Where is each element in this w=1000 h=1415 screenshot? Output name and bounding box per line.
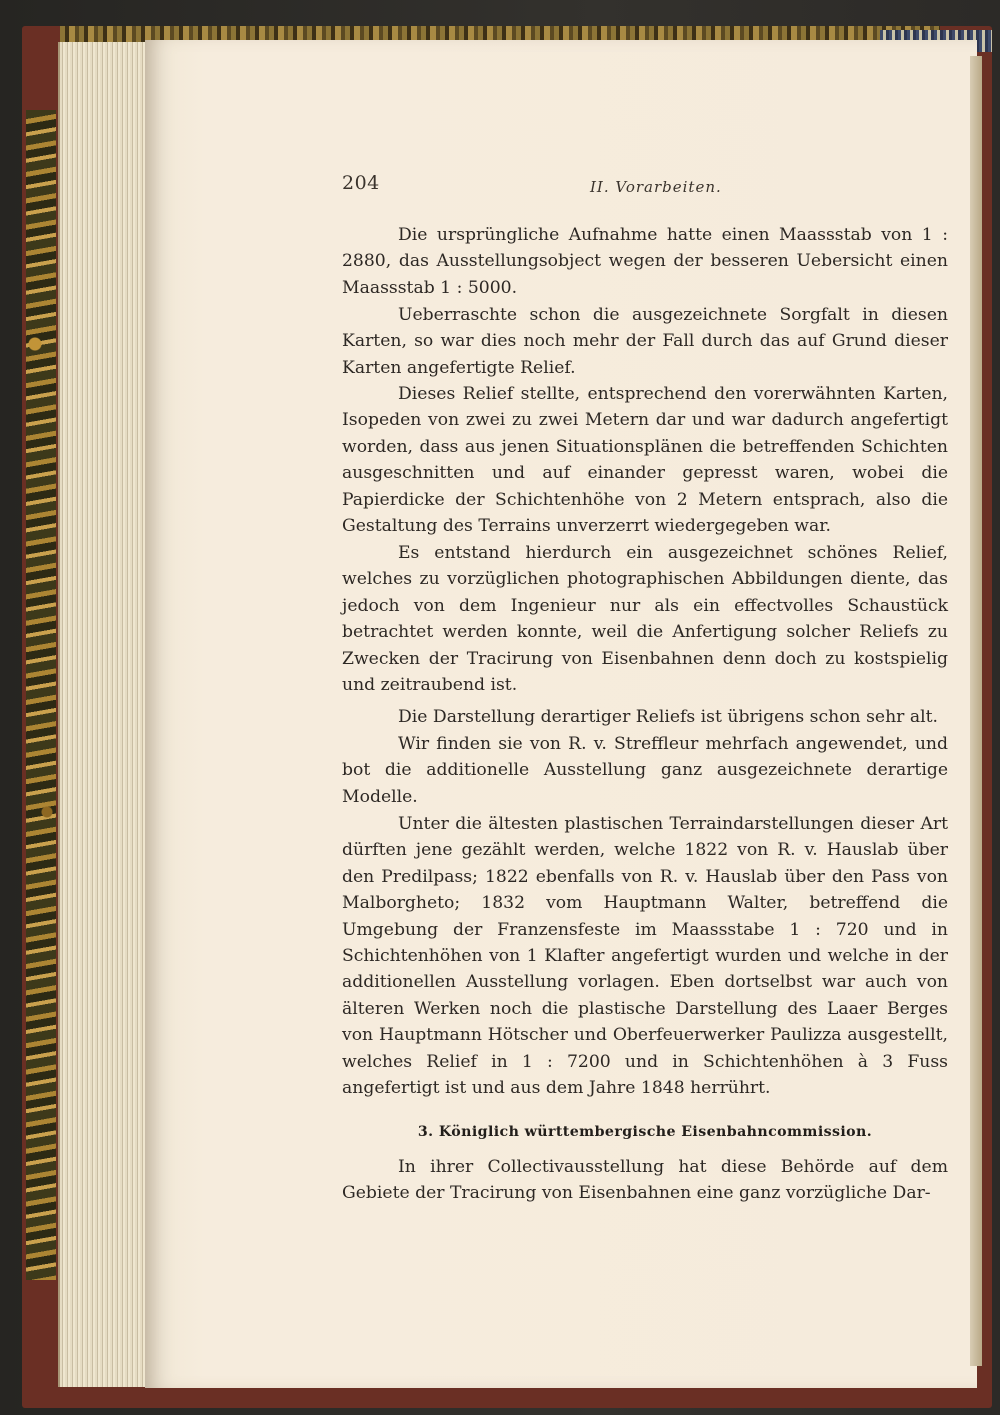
running-head xyxy=(342,172,948,202)
section-title: II. Vorarbeiten. xyxy=(590,178,722,196)
page-number: 204 xyxy=(342,172,380,194)
paragraph-7: Unter die ältesten plastischen Terraindarstellungen dieser Art dürften jene gezählt werden, welche 1822 von R. v. Hauslab über den Predilpass; 1822 ebenfalls von R. v. Hauslab über den Pass von Malborgheto; 1832 vom Hauptmann Walter, betreffend die Umgebung der Franzensfeste im Maassstabe 1 : 720 und in Schichtenhöhen von 1 Klafter angefertigt wurden und welche in der additionellen Ausstellung vorlagen. Eben dortselbst war auch von älteren Werken noch die plastische Darstellung des Laaer Berges von Hauptmann Hötscher und Oberfeuerwerker Paulizza ausgestellt, welches Relief in 1 : 7200 und in Schichtenhöhen à 3 Fuss angefertigt ist und aus dem Jahre 1848 herrührt. xyxy=(342,814,948,1099)
page-fore-edge xyxy=(970,56,982,1366)
paragraph-2: Ueberraschte schon die ausgezeichnete Sorgfalt in diesen Karten, so war dies noch mehr der Fall durch das auf Grund dieser Karten angefertigte Relief. xyxy=(342,305,948,378)
paragraph-1: Die ursprüngliche Aufnahme hatte einen Maassstab von 1 : 2880, das Ausstellungsobject wegen der besseren Uebersicht einen Maassstab 1 : 5000. xyxy=(342,225,948,298)
paragraph-final: In ihrer Collectivausstellung hat diese Behörde auf dem Gebiete der Tracirung von Eisenbahnen eine ganz vorzügliche Dar- xyxy=(342,1157,948,1204)
paragraph-4: Es entstand hierdurch ein ausgezeichnet schönes Relief, welches zu vorzüglichen photographischen Abbildungen diente, das jedoch von dem Ingenieur nur als ein effectvolles Schaustück betrachtet werden konnte, weil die Anfertigung solcher Reliefs zu Zwecken der Tracirung von Eisenbahnen denn doch zu kostspielig und zeitraubend ist. xyxy=(342,543,948,696)
paragraph-5: Die Darstellung derartiger Reliefs ist übrigens schon sehr alt. xyxy=(398,707,938,727)
paragraph-3: Dieses Relief stellte, entsprechend den vorerwähnten Karten, Isopeden von zwei zu zwei Metern dar und war dadurch angefertigt worden, dass aus jenen Situationsplänen die betreffenden Schichten ausgeschnitten und auf einander gepresst waren, wobei die Papierdicke der Schichtenhöhe von 2 Metern entsprach, also die Gestaltung des Terrains unverzerrt wiedergegeben war. xyxy=(342,384,948,537)
marbled-edge xyxy=(26,110,56,1280)
subsection-heading: 3. Königlich württembergische Eisenbahncommission. xyxy=(417,1124,873,1140)
paragraph-6: Wir finden sie von R. v. Streffleur mehrfach angewendet, und bot die additionelle Ausstellung ganz ausgezeichnete derartige Modelle. xyxy=(342,734,948,807)
